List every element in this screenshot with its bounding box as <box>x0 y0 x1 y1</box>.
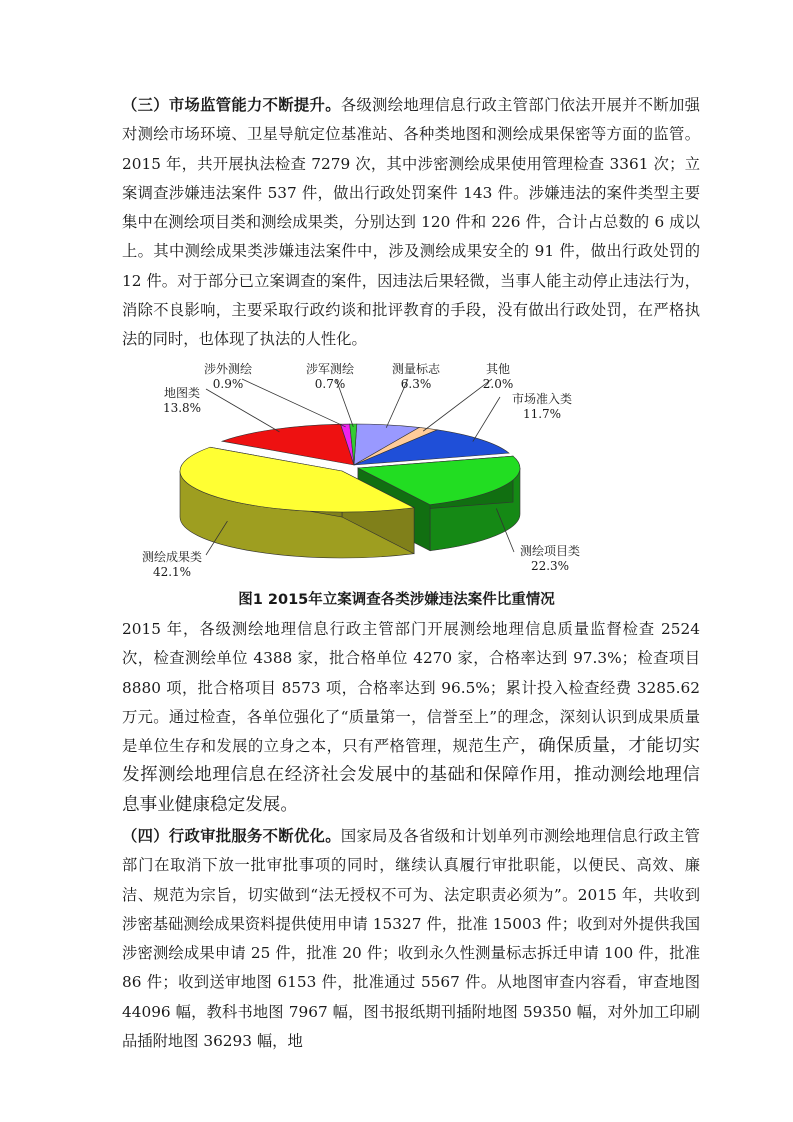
section-3-body: 各级测绘地理信息行政主管部门依法开展并不断加强对测绘市场环境、卫星导航定位基准站、各种类地图和测绘成果保密等方面的监管。2015 年，共开展执法检查 7279 次，其中涉密测绘成果使用管理检查 3361 次；立案调查涉嫌违法案件 537 件，做出行政处罚案件 143 件。涉嫌违法的案件类型主要集中在测绘项目类和测绘成果类，分别达到 120 件和 226 件，合计占总数的 6 成以上。其中测绘成果类涉嫌违法案件中，涉及测绘成果安全的 91 件，做出行政处罚的 12 件。对于部分已立案调查的案件，因违法后果轻微，当事人能主动停止违法行为，消除不良影响，主要采取行政约谈和批评教育的手段，没有做出行政处罚，在严格执法的同时，也体现了执法的人性化。 <box>122 96 700 349</box>
slice-地图类-leader <box>206 389 279 432</box>
slice-测绘项目类-value: 22.3% <box>530 559 570 573</box>
figure-caption: 图1 2015年立案调查各类涉嫌违法案件比重情况 <box>238 592 555 608</box>
slice-其他-value: 2.0% <box>482 377 514 391</box>
slice-测绘项目类-label: 测绘项目类 <box>519 544 581 558</box>
slice-测量标志-value: 6.3% <box>400 377 432 391</box>
slice-测绘成果类-value: 42.1% <box>152 565 192 579</box>
slice-测量标志-label: 测量标志 <box>391 362 441 376</box>
slice-地图类-value: 13.8% <box>162 401 202 415</box>
slice-涉外测绘-value: 0.9% <box>212 377 244 391</box>
section-3-paragraph <box>122 91 700 355</box>
quality-body-b: 生产，确保质量，才能切实发挥测绘地理信息在经济社会发展中的基础和保障作用，推动测绘地理信息事业健康稳定发展。 <box>122 736 700 815</box>
section-4-heading: （四）行政审批服务不断优化。 <box>122 827 341 845</box>
pie-chart <box>122 357 682 585</box>
section-4-paragraph <box>122 822 700 1056</box>
section-3-heading: （三）市场监管能力不断提升。 <box>122 96 341 114</box>
quality-body-a: 2015 年，各级测绘地理信息行政主管部门开展测绘地理信息质量监督检查 2524 次，检查测绘单位 4388 家，批合格单位 4270 家，合格率达到 97.3%；检查项目 8880 项，批合格项目 8573 项，合格率达到 96.5%；累计投入检查经费 3285.62 万元。通过检查，各单位强化了“质量第一，信誉至上”的理念，深刻认识到成果质量是单位生存和发展的立身之本，只有严格管理，规范 <box>122 620 700 756</box>
section-4-body: 国家局及各省级和计划单列市测绘地理信息行政主管部门在取消下放一批审批事项的同时，继续认真履行审批职能，以便民、高效、廉洁、规范为宗旨，切实做到“法无授权不可为、法定职责必须为”。2015 年，共收到涉密基础测绘成果资料提供使用申请 15327 件，批准 15003 件；收到对外提供我国涉密测绘成果申请 25 件，批准 20 件；收到永久性测量标志拆迁申请 100 件，批准 86 件；收到送审地图 6153 件，批准通过 5567 件。从地图审查内容看，审查地图 44096 幅，教科书地图 7967 幅，图书报纸期刊插附地图 59350 幅，对外加工印刷品插附地图 36293 幅，地 <box>122 827 700 1051</box>
slice-地图类-label: 地图类 <box>163 386 201 400</box>
slice-测绘成果类-label: 测绘成果类 <box>141 550 203 564</box>
slice-其他-leader <box>423 379 492 431</box>
slice-涉外测绘-label: 涉外测绘 <box>203 362 253 376</box>
slice-涉军测绘-value: 0.7% <box>314 377 346 391</box>
slice-其他-label: 其他 <box>485 362 511 376</box>
slice-市场准入类-leader <box>473 397 500 442</box>
slice-涉军测绘-label: 涉军测绘 <box>305 362 355 376</box>
quality-paragraph <box>122 615 700 820</box>
slice-市场准入类-value: 11.7% <box>522 407 562 421</box>
slice-市场准入类-label: 市场准入类 <box>511 392 573 406</box>
